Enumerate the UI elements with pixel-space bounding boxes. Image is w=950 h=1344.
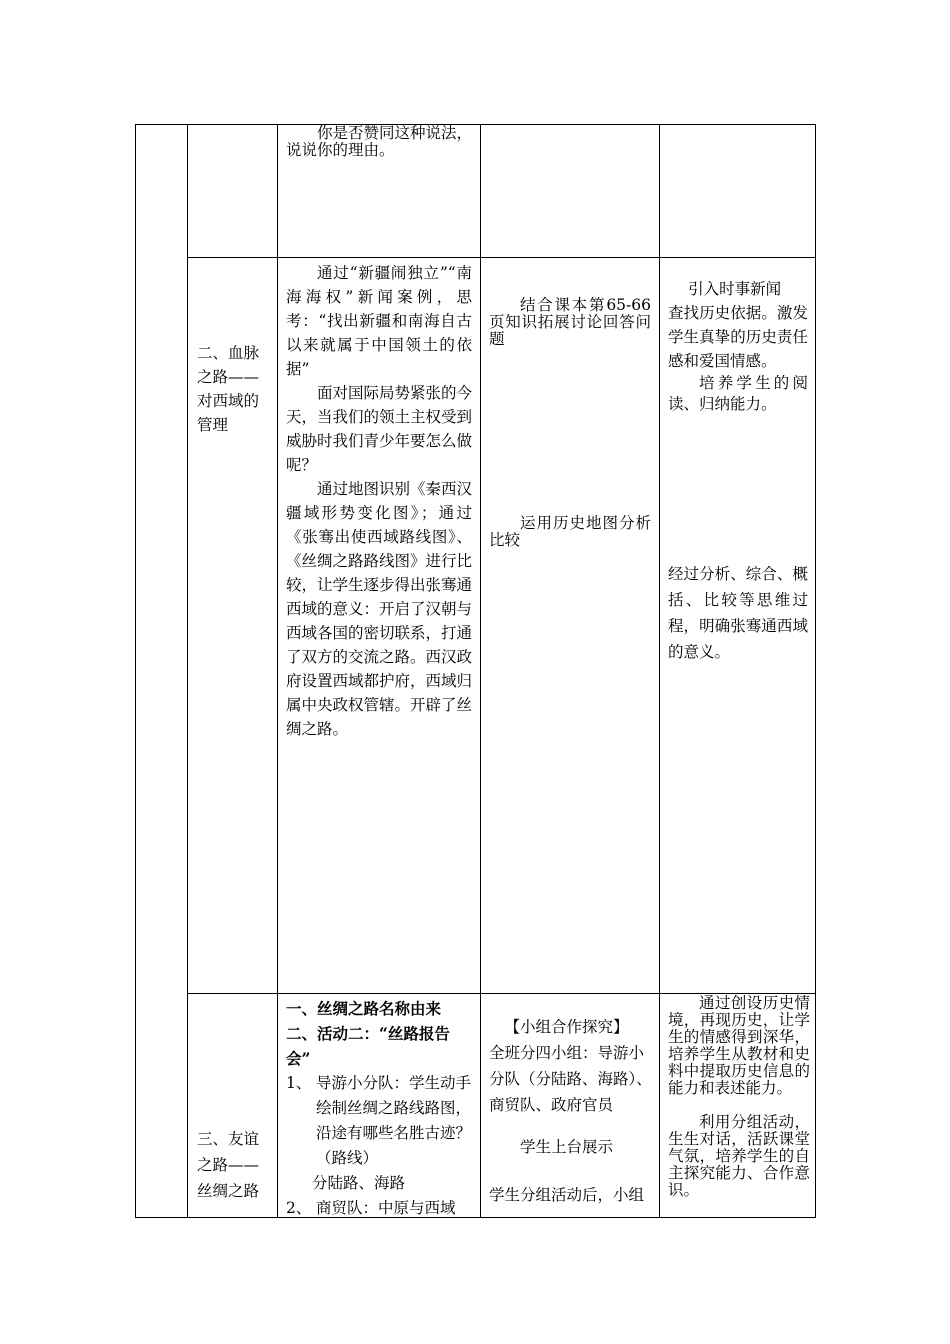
row3-heading-1: 一、丝绸之路名称由来 — [286, 999, 442, 1018]
row3-content-cell — [286, 996, 472, 1221]
row2-content-cell — [286, 261, 472, 741]
row3-section-title: 三、友谊之路——丝绸之路 — [197, 1130, 260, 1200]
row3-list-subtext: 分陆路、海路 — [312, 1174, 406, 1192]
row2-activity-1: 结合课本第65-66页知识拓展讨论回答问题 — [489, 296, 651, 348]
row3-list-number-1: 1、 — [286, 1074, 312, 1092]
row2-activity-2: 运用历史地图分析比较 — [489, 514, 651, 549]
row2-content-para-3: 通过地图识别《秦西汉疆域形势变化图》；通过《张骞出使西域路线图》、《丝绸之路路线图》进行比较，让学生逐步得出张骞通西域的意义：开启了汉朝与西域各国的密切联系，打通了双方的交流之路。西汉政府设置西域都护府，西域归属中央政权管辖。开辟了丝绸之路。 — [286, 480, 473, 738]
row3-activity-show: 学生上台展示 — [520, 1138, 614, 1156]
row2-intent-cell-1 — [668, 277, 808, 415]
row2-intent-1: 引入时事新闻 — [688, 280, 782, 298]
row2-section-cell — [197, 341, 269, 437]
column-divider-1 — [187, 124, 188, 1218]
row1-content-text: 你是否赞同这种说法，说说你的理由。 — [286, 124, 473, 159]
row3-heading-2: 二、活动二：“丝路报告会” — [286, 1024, 450, 1068]
row3-intent-1: 通过创设历史情境，再现历史，让学生的情感得到深华，培养学生从教材和史料中提取历史信息的能力和表述能力。 — [668, 994, 810, 1097]
row2-intent-4: 经过分析、综合、概括、比较等思维过程，明确张骞通西域的意义。 — [668, 565, 808, 661]
row3-intent-cell — [668, 995, 810, 1199]
row2-section-title: 二、血脉之路——对西域的管理 — [197, 344, 260, 434]
column-divider-3 — [480, 124, 481, 1218]
table-border-top — [135, 124, 816, 125]
table-border-left — [135, 124, 136, 1218]
row3-activity-groups: 全班分四小组：导游小分队（分陆路、海路）、商贸队、政府官员 — [489, 1044, 652, 1114]
row1-content-cell — [286, 125, 472, 159]
row3-activity-heading: 【小组合作探究】 — [504, 1018, 629, 1036]
table-border-right — [815, 124, 816, 1218]
row2-content-para-2: 面对国际局势紧张的今天，当我们的领土主权受到威胁时我们青少年要怎么做呢？ — [286, 384, 473, 474]
row3-list-item-1 — [286, 1071, 472, 1171]
row2-activity-cell-2 — [489, 515, 651, 549]
row2-activity-cell-1 — [489, 297, 651, 348]
column-divider-2 — [277, 124, 278, 1218]
row3-list-item-2 — [286, 1196, 472, 1221]
row2-intent-2: 查找历史依据。激发学生真挚的历史责任感和爱国情感。 — [668, 304, 808, 370]
row-divider-1 — [187, 257, 816, 258]
row3-list-number-2: 2、 — [286, 1199, 312, 1217]
row2-intent-cell-2 — [668, 561, 808, 665]
row3-list-text-2: 商贸队：中原与西域 — [316, 1199, 456, 1217]
table-border-bottom — [135, 1217, 816, 1218]
row3-section-cell — [197, 1126, 269, 1204]
row3-intent-2: 利用分组活动，生生对话，活跃课堂气氛，培养学生的自主探究能力、合作意识。 — [668, 1113, 810, 1199]
row2-content-para-1: 通过“新疆闹独立”“南海海权”新闻案例，思考：“找出新疆和南海自古以来就属于中国领土的依据” — [286, 264, 472, 378]
row3-list-text-1: 导游小分队：学生动手绘制丝绸之路线路图，沿途有哪些名胜古迹？（路线） — [316, 1074, 472, 1167]
row3-activity-after: 学生分组活动后，小组 — [489, 1186, 645, 1204]
column-divider-4 — [659, 124, 660, 1218]
row3-activity-cell — [489, 1014, 653, 1208]
row2-intent-3: 培养学生的阅读、归纳能力。 — [668, 374, 808, 413]
